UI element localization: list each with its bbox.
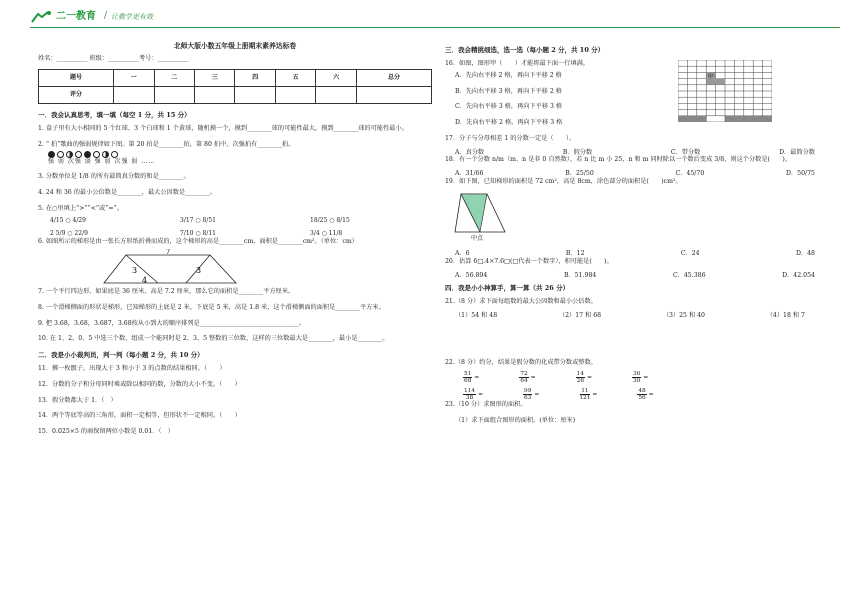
fraction-item: $\frac{72}{64}$ = <box>520 371 536 385</box>
score-header-cell: 五 <box>275 70 315 87</box>
fraction-item: $\frac{51}{68}$ = <box>464 371 480 385</box>
header-divider <box>30 27 840 28</box>
option-a[interactable]: A．6 <box>455 250 470 258</box>
question-9: 9. 把 3.68，3.68，3.687，3.68按从小到大的顺序排列是________________________________。 <box>38 319 305 327</box>
q22-row-2 <box>463 388 825 401</box>
option-c[interactable]: C．45.386 <box>672 271 706 279</box>
option-b[interactable]: B．先向右平移 3 格，再向下平移 2 格 <box>455 87 562 95</box>
option-c[interactable]: C．45/70 <box>675 170 705 178</box>
question-8: 8. 一个滑梯侧面的形状是梯形，已知梯形的上底是 2 米，下底是 5 米，高是 1.8 米，这个滑梯侧面的面积是________平方米。 <box>38 303 385 311</box>
slogan: 让教学更有效 <box>111 12 154 21</box>
fraction-item: $\frac{48}{56}$ = <box>638 388 654 402</box>
question-13: 13．假分数都大于 1．（ ） <box>38 396 117 404</box>
q21-item: （1）54 和 48 <box>455 311 498 319</box>
option-b[interactable]: B．25/50 <box>565 170 594 178</box>
fraction-item: $\frac{36}{30}$ = <box>632 371 649 385</box>
option-d[interactable]: D．42.054 <box>782 271 815 279</box>
medium-beat-icon <box>102 151 109 158</box>
question-14: 14．两个等底等高的三角形，面积一定相等，但形状不一定相同。（ ） <box>38 412 241 420</box>
score-table-score-row <box>39 87 432 104</box>
trap-label-right: 3 <box>196 266 202 276</box>
page-title: 北师大版小数五年级上册期末素养达标卷 <box>173 42 297 50</box>
score-cell[interactable] <box>316 87 356 104</box>
question-20: 20．估算 6□.4×7.6□(□代表一个数字），积可能是( )。 <box>445 258 613 266</box>
question-3: 3. 分数单位是 1/8 的所有最简真分数的和是________。 <box>38 173 190 181</box>
question-15: 15．0.025×5 的商保留两位小数是 0.01．（ ） <box>38 428 174 436</box>
logo-text: 二一教育 <box>56 10 96 22</box>
q21-item: （2）17 和 68 <box>558 311 602 319</box>
question-19: 19．如下图，已知梯形的面积是 72 cm²，高是 8cm，涂色部分的面积是( )cm²。 <box>445 177 682 185</box>
score-table-header-row <box>39 70 432 87</box>
question-21: 21.（8 分）求下面每组数的最大公因数和最小公倍数。 <box>445 297 597 305</box>
option-c[interactable]: C．带分数 <box>670 148 701 156</box>
q18-options <box>455 170 815 178</box>
weak-beat-icon <box>75 151 82 158</box>
strong-beat-icon <box>84 151 91 158</box>
q21-item: （3）25 和 40 <box>662 311 705 319</box>
runner-logo-icon <box>30 10 52 24</box>
question-16: 16．如图，图形甲（ ）才能将最下面一行填满。 <box>445 60 589 68</box>
question-11: 11．掷一枚骰子，出现大于 3 和小于 3 的点数的结果相同。（ ） <box>38 365 226 373</box>
trap-label-left: 3 <box>132 266 138 276</box>
option-d[interactable]: D．最简分数 <box>779 148 815 156</box>
question-23: 23.（10 分）求图形的面积。 <box>445 401 527 409</box>
section-2-heading: 二．我是小小裁判员，判一判（每小题 2 分，共 10 分） <box>38 351 204 360</box>
question-1: 1. 盒子里有大小相同的 5 个红球、3 个白球和 1 个黄球，随机摸一个，摸到________球的可能性最大，摸到________球的可能性最小。 <box>38 125 408 133</box>
score-header-cell: 总分 <box>356 70 431 87</box>
option-b[interactable]: B．12 <box>565 250 585 258</box>
score-table <box>38 69 432 104</box>
question-12: 12．分数的分子和分母同时乘或除以相同的数，分数的大小不变。（ ） <box>38 380 241 388</box>
grid-label-jia: 甲 <box>708 74 714 80</box>
question-10: 10. 在 1、2、0、5 中选三个数，组成一个能同时是 2、3、5 整数的三位数，这样的三位数最大是________，最小是________。 <box>38 335 389 343</box>
score-header-cell: 六 <box>316 70 356 87</box>
comparison-grid <box>50 217 432 238</box>
section-4-heading: 四．我是小小神算手，算一算（共 26 分） <box>445 283 570 292</box>
score-header-cell: 二 <box>154 70 194 87</box>
logo <box>30 10 153 24</box>
option-a[interactable]: A．31/66 <box>455 170 484 178</box>
logo-divider: / <box>104 11 108 22</box>
question-18: 18．有一个分数 n/m（m、n 是非 0 自然数），若 n 比 m 小 25，n 和 m 同时除以一个数后变成 3/8，则这个分数是( )。 <box>445 156 791 164</box>
option-d[interactable]: D．48 <box>795 250 815 258</box>
option-a[interactable]: A．56.894 <box>455 271 488 279</box>
q21-items <box>455 312 805 320</box>
comparison-item: 18/25 ○ 8/15 <box>310 216 350 224</box>
shaded-trapezoid-figure <box>453 192 513 242</box>
score-header-cell: 三 <box>195 70 235 87</box>
fraction-item: $\frac{14}{26}$ = <box>576 371 592 385</box>
question-5: 5. 在○里填上“>”“<”或“=”。 <box>38 204 123 212</box>
option-c[interactable]: C．先向右平移 3 格，再向下平移 3 格 <box>455 103 563 111</box>
q20-options <box>455 272 815 280</box>
comparison-item: 3/17 ○ 8/51 <box>180 216 216 224</box>
student-info: 姓名：__________ 班级：__________考号：__________ <box>38 55 189 63</box>
score-row-label: 评分 <box>39 87 114 104</box>
score-cell[interactable] <box>356 87 431 104</box>
question-4: 4. 24 和 36 的最小公倍数是________，最大公因数是________。 <box>38 189 217 197</box>
option-d[interactable]: D．50/75 <box>786 170 815 178</box>
section-3-heading: 三．我会精挑细选，选一选（每小题 2 分，共 10 分） <box>445 46 605 54</box>
trap-label-top: 7 <box>165 249 171 257</box>
weak-beat-icon <box>93 151 100 158</box>
score-cell[interactable] <box>114 87 154 104</box>
option-c[interactable]: C．24 <box>680 250 700 258</box>
question-17: 17．分子与分母相差 1 的分数一定是（ ）。 <box>445 134 576 142</box>
weak-beat-icon <box>111 151 118 158</box>
score-header-cell: 一 <box>114 70 154 87</box>
fraction-item: $\frac{11}{121}$ = <box>579 388 598 402</box>
option-a[interactable]: A．真分数 <box>455 148 485 156</box>
comparison-item: 4/15 ○ 4/29 <box>50 216 86 224</box>
strong-beat-icon <box>48 151 55 158</box>
page-header <box>30 8 840 28</box>
q21-item: （4）18 和 7 <box>766 311 805 319</box>
comparison-item: 7/10 ○ 8/11 <box>180 230 216 238</box>
medium-beat-icon <box>66 151 73 158</box>
weak-beat-icon <box>57 151 64 158</box>
question-22: 22.（8 分）约分，结果是假分数的化成带分数或整数。 <box>445 359 597 367</box>
question-6: 6. 如图所示的梯形是由一张长方形纸折叠而成的，这个梯形的高是________cm，面积是________cm²。（单位：cm） <box>38 237 358 245</box>
section-1-heading: 一．我会认真思考，填一填（每空 1 分，共 15 分） <box>38 111 191 120</box>
beat-pattern <box>48 151 432 158</box>
score-cell[interactable] <box>154 87 194 104</box>
grid-figure <box>678 60 772 122</box>
question-2: 2. “ 拍”歌曲的强弱规律如下图。第 20 拍是________拍，第 80 拍中，次强拍有________拍。 <box>38 141 295 149</box>
q19-options <box>455 250 815 258</box>
option-a[interactable]: A．先向右平移 2 格，再向下平移 2 格 <box>455 71 562 79</box>
left-column <box>38 42 432 444</box>
comparison-item: 3/4 ○ 11/8 <box>310 230 343 238</box>
option-b[interactable]: B．51.984 <box>563 271 597 279</box>
midpoint-label: 中点 <box>471 234 484 242</box>
question-7: 7. 一个平行四边形，如果底是 36 厘米，高是 7.2 厘米，那么它的面积是________平方厘米。 <box>38 288 295 296</box>
score-cell[interactable] <box>235 87 275 104</box>
score-cell[interactable] <box>275 87 315 104</box>
score-cell[interactable] <box>195 87 235 104</box>
comparison-item: 2 5/9 ○ 22/9 <box>50 230 88 238</box>
score-header-cell: 四 <box>235 70 275 87</box>
question-23-sub: （1）求下面组合图形的面积。(单位：厘米) <box>455 417 576 425</box>
beat-labels: 强 弱 次强 弱 强 弱 次强 弱 …… <box>48 157 156 165</box>
fraction-item: $\frac{114}{38}$ = <box>464 388 484 402</box>
q22-row-1 <box>463 371 825 384</box>
trap-label-bottom: 4 <box>142 276 148 286</box>
right-column <box>445 42 825 433</box>
fraction-item: $\frac{99}{63}$ = <box>524 388 540 402</box>
folded-trapezoid-figure <box>98 249 258 285</box>
score-header-cell: 题号 <box>39 70 114 87</box>
option-d[interactable]: D．先向右平移 2 格，再向下平移 3 格 <box>455 119 563 127</box>
option-b[interactable]: B．假分数 <box>562 148 593 156</box>
